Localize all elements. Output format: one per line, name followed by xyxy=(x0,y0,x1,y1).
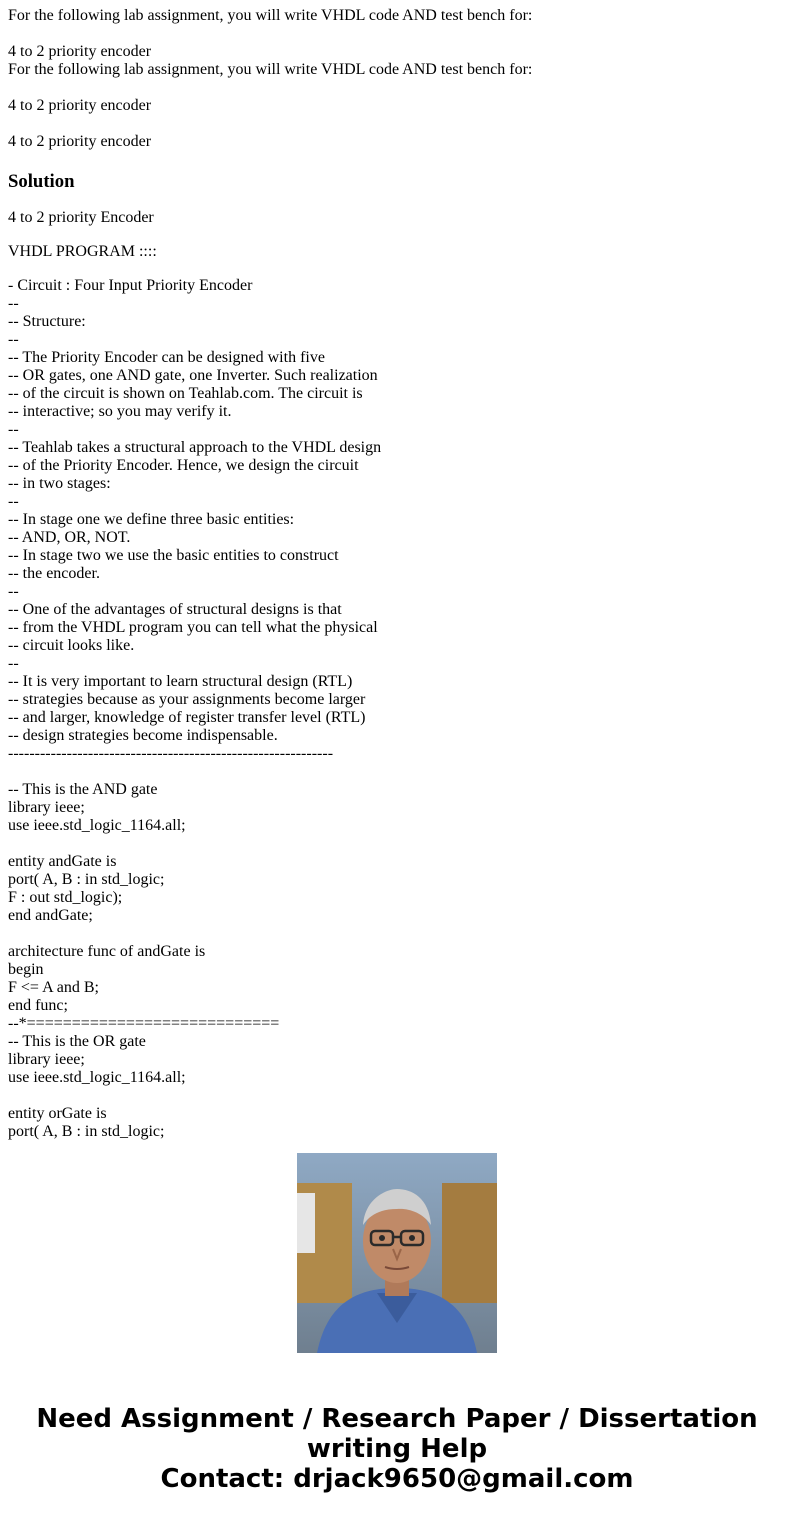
code-line: use ieee.std_logic_1164.all; xyxy=(8,817,186,834)
code-line: -- xyxy=(8,493,19,510)
code-line: -- design strategies become indispensable. xyxy=(8,727,278,744)
code-line: -- Teahlab takes a structural approach to the VHDL design xyxy=(8,439,382,456)
spacer xyxy=(8,193,788,209)
assignment-topic: 4 to 2 priority encoder xyxy=(8,43,152,60)
spacer xyxy=(8,151,788,171)
code-line: -- One of the advantages of structural designs is that xyxy=(8,601,342,618)
code-line: -- the encoder. xyxy=(8,565,100,582)
code-line: entity orGate is xyxy=(8,1105,107,1122)
code-line xyxy=(8,925,788,943)
code-line: ------------------------------------------------------------- xyxy=(8,745,334,762)
code-line: --*============================ xyxy=(8,1015,280,1032)
footer-contact-email: Contact: drjack9650@gmail.com xyxy=(160,1464,634,1494)
code-line: begin xyxy=(8,961,44,978)
code-line: port( A, B : in std_logic; xyxy=(8,871,165,888)
code-line: -- xyxy=(8,655,19,672)
code-line: -- The Priority Encoder can be designed with five xyxy=(8,349,325,366)
footer-line-2: writing Help xyxy=(306,1434,488,1464)
code-line: -- In stage two we use the basic entities to construct xyxy=(8,547,339,564)
code-line: -- xyxy=(8,295,19,312)
vhdl-code-block xyxy=(8,277,788,1141)
code-line: -- xyxy=(8,331,19,348)
spacer xyxy=(8,261,788,277)
author-avatar xyxy=(297,1153,497,1353)
code-line: -- of the Priority Encoder. Hence, we design the circuit xyxy=(8,457,359,474)
code-line xyxy=(8,835,788,853)
code-line: -- This is the OR gate xyxy=(8,1033,146,1050)
blank-line xyxy=(8,115,788,133)
code-line: -- in two stages: xyxy=(8,475,111,492)
document-body xyxy=(8,7,788,1140)
code-line: -- Structure: xyxy=(8,313,86,330)
code-line xyxy=(8,763,788,781)
solution-heading: Solution xyxy=(8,171,75,192)
assignment-text: For the following lab assignment, you will write VHDL code AND test bench for: xyxy=(8,7,533,24)
code-line: entity andGate is xyxy=(8,853,117,870)
code-line: F <= A and B; xyxy=(8,979,99,996)
code-line: - Circuit : Four Input Priority Encoder xyxy=(8,277,253,294)
code-line: library ieee; xyxy=(8,1051,85,1068)
code-line: -- This is the AND gate xyxy=(8,781,158,798)
code-line: -- circuit looks like. xyxy=(8,637,135,654)
code-line: architecture func of andGate is xyxy=(8,943,206,960)
code-line: -- interactive; so you may verify it. xyxy=(8,403,232,420)
code-line xyxy=(8,1087,788,1105)
question-topic-repeat: 4 to 2 priority encoder xyxy=(8,133,152,150)
code-line: F : out std_logic); xyxy=(8,889,123,906)
solution-subtitle: 4 to 2 priority Encoder xyxy=(8,209,154,226)
code-line: port( A, B : in std_logic; xyxy=(8,1123,165,1140)
code-line: library ieee; xyxy=(8,799,85,816)
code-line: -- In stage one we define three basic entities: xyxy=(8,511,295,528)
code-line: -- xyxy=(8,421,19,438)
code-line: end func; xyxy=(8,997,68,1014)
spacer xyxy=(8,227,788,243)
blank-line xyxy=(8,25,788,43)
code-line: end andGate; xyxy=(8,907,93,924)
code-line: -- OR gates, one AND gate, one Inverter. Such realization xyxy=(8,367,378,384)
question-text: For the following lab assignment, you will write VHDL code AND test bench for: xyxy=(8,61,533,78)
footer-line-1: Need Assignment / Research Paper / Dissertation xyxy=(36,1404,758,1434)
footer-contact xyxy=(0,1404,794,1494)
blank-line xyxy=(8,79,788,97)
code-line: -- from the VHDL program you can tell what the physical xyxy=(8,619,378,636)
question-topic: 4 to 2 priority encoder xyxy=(8,97,152,114)
code-line: -- xyxy=(8,583,19,600)
code-line: -- and larger, knowledge of register transfer level (RTL) xyxy=(8,709,366,726)
code-line: -- It is very important to learn structural design (RTL) xyxy=(8,673,353,690)
code-line: -- AND, OR, NOT. xyxy=(8,529,131,546)
code-line: use ieee.std_logic_1164.all; xyxy=(8,1069,186,1086)
program-label: VHDL PROGRAM :::: xyxy=(8,243,157,260)
code-line: -- strategies because as your assignments become larger xyxy=(8,691,366,708)
code-line: -- of the circuit is shown on Teahlab.com. The circuit is xyxy=(8,385,363,402)
